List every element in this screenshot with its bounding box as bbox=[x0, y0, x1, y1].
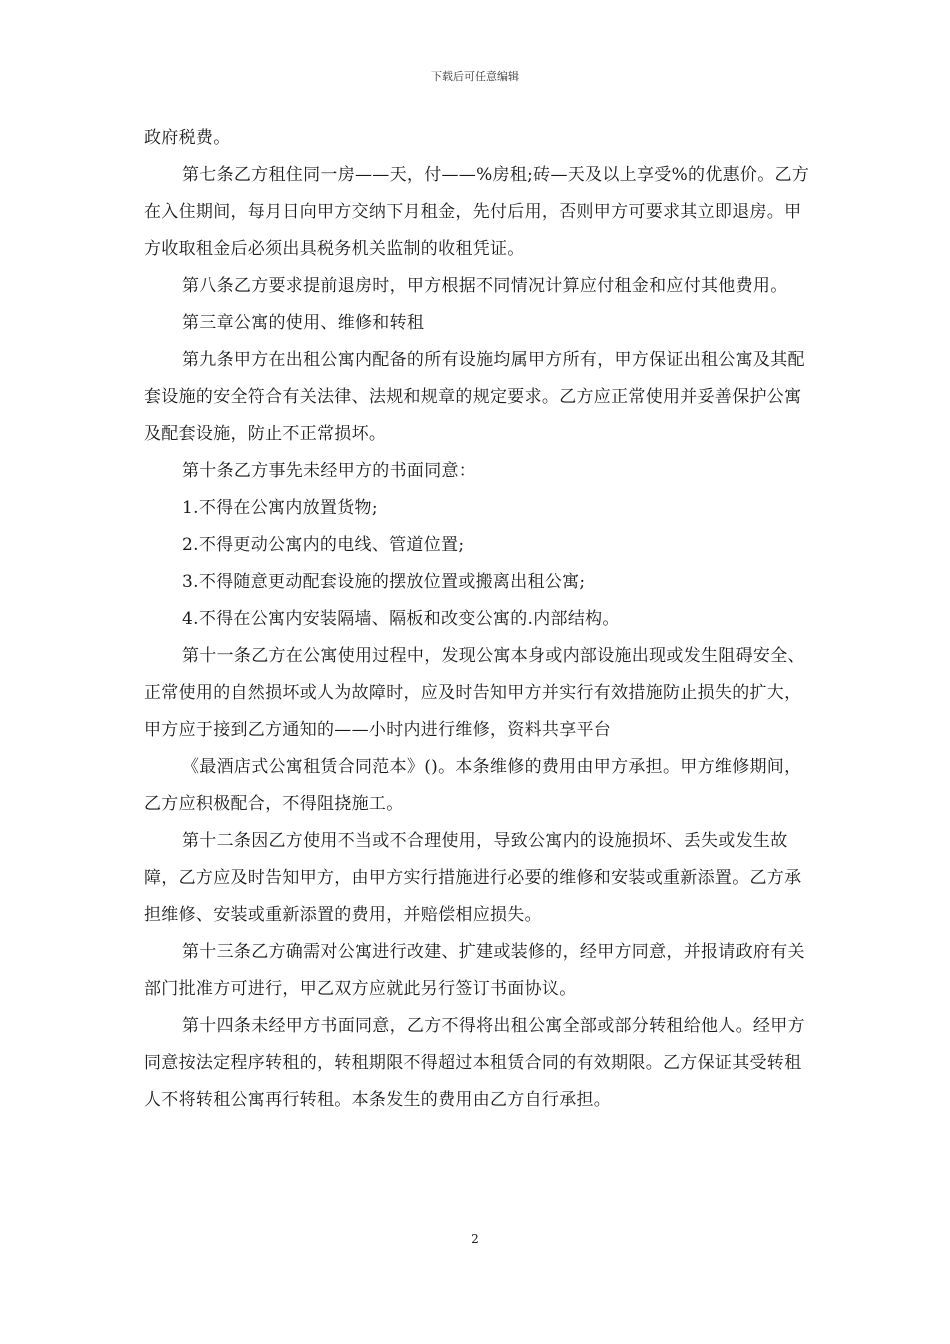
paragraph: 第十三条乙方确需对公寓进行改建、扩建或装修的，经甲方同意，并报请政府有关部门批准方可进行，甲乙双方应就此另行签订书面协议。 bbox=[144, 942, 805, 999]
document-body bbox=[144, 120, 812, 1119]
page-number: 2 bbox=[471, 1232, 479, 1246]
paragraph: 第十条乙方事先未经甲方的书面同意： bbox=[182, 461, 477, 481]
paragraph: 第九条甲方在出租公寓内配备的所有设施均属甲方所有，甲方保证出租公寓及其配套设施的安全符合有关法律、法规和规章的规定要求。乙方应正常使用并妥善保护公寓及配套设施，防止不正常损坏。 bbox=[144, 350, 805, 444]
paragraph: 第十二条因乙方使用不当或不合理使用，导致公寓内的设施损坏、丢失或发生故障，乙方应及时告知甲方，由甲方实行措施进行必要的维修和安装或重新添置。乙方承担维修、安装或重新添置的费用，并赔偿相应损失。 bbox=[144, 831, 802, 925]
paragraph: 第七条乙方租住同一房——天，付——%房租;砖—天及以上享受%的优惠价。乙方在入住期间，每月日向甲方交纳下月租金，先付后用，否则甲方可要求其立即退房。甲方收取租金后必须出具税务机关监制的收租凭证。 bbox=[144, 165, 810, 259]
paragraph: 2.不得更动公寓内的电线、管道位置; bbox=[182, 535, 465, 555]
paragraph: 3.不得随意更动配套设施的摆放位置或搬离出租公寓; bbox=[182, 572, 586, 592]
paragraph: 第三章公寓的使用、维修和转租 bbox=[182, 313, 425, 333]
paragraph: 《最酒店式公寓租赁合同范本》()。本条维修的费用由甲方承担。甲方维修期间，乙方应积极配合，不得阻挠施工。 bbox=[144, 757, 802, 814]
paragraph: 4.不得在公寓内安装隔墙、隔板和改变公寓的.内部结构。 bbox=[182, 609, 620, 629]
paragraph: 第八条乙方要求提前退房时，甲方根据不同情况计算应付租金和应付其他费用。 bbox=[182, 276, 788, 296]
paragraph: 第十一条乙方在公寓使用过程中，发现公寓本身或内部设施出现或发生阻碍安全、正常使用的自然损坏或人为故障时，应及时告知甲方并实行有效措施防止损失的扩大，甲方应于接到乙方通知的——小时内进行维修，资料共享平台 bbox=[144, 646, 805, 740]
paragraph: 1.不得在公寓内放置货物; bbox=[182, 498, 378, 518]
paragraph: 政府税费。 bbox=[144, 128, 231, 148]
page-header-note: 下载后可任意编辑 bbox=[431, 70, 519, 83]
paragraph: 第十四条未经甲方书面同意，乙方不得将出租公寓全部或部分转租给他人。经甲方同意按法定程序转租的，转租期限不得超过本租赁合同的有效期限。乙方保证其受转租人不将转租公寓再行转租。本条发生的费用由乙方自行承担。 bbox=[144, 1016, 805, 1110]
